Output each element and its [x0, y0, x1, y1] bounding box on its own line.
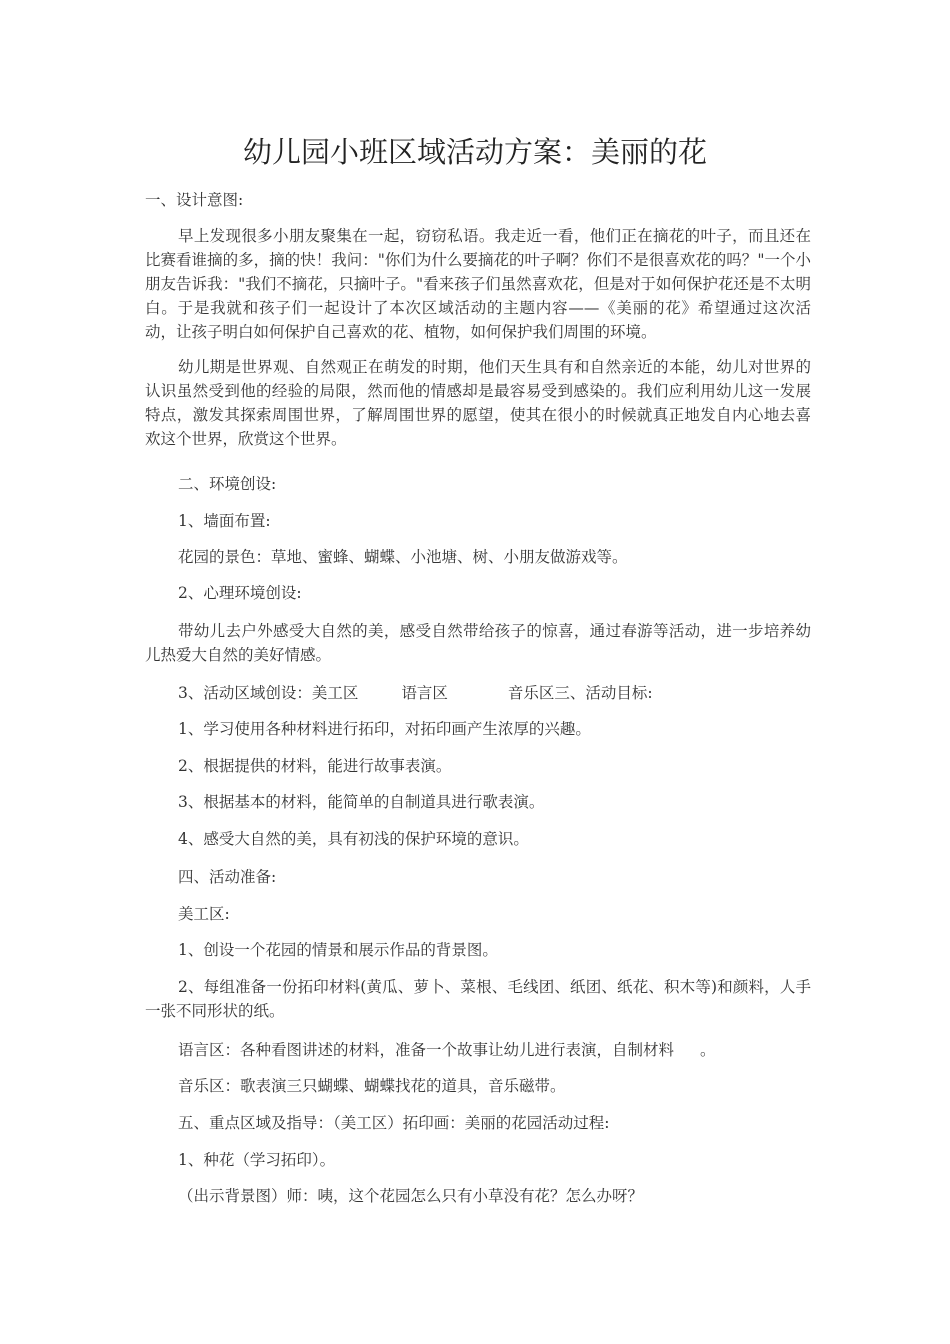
language-area-text: 语言区：各种看图讲述的材料，准备一个故事让幼儿进行表演，自制材料 — [178, 1041, 675, 1059]
activity-areas-music-and-goals-heading: 音乐区三、活动目标: — [507, 684, 653, 702]
paragraph-child-development: 幼儿期是世界观、自然观正在萌发的时期，他们天生具有和自然亲近的本能，幼儿对世界的认识虽然受到他的经验的局限，然而他的情感却是最容易受到感染的。我们应利用幼儿这一发展特点，激发其探索周围世界，了解周围世界的愿望，使其在很小的时候就真正地发自内心地去喜欢这个世界，欣赏这个世界。 — [145, 358, 811, 448]
goal-item: 2、根据提供的材料，能进行故事表演。 — [178, 757, 452, 775]
goal-item: 1、学习使用各种材料进行拓印，对拓印画产生浓厚的兴趣。 — [178, 720, 591, 738]
activity-areas-line — [178, 682, 653, 704]
wall-layout-content: 花园的景色：草地、蜜蜂、蝴蝶、小池塘、树、小朋友做游戏等。 — [178, 548, 628, 566]
goal-item: 4、感受大自然的美，具有初浅的保护环境的意识。 — [178, 830, 529, 848]
subheading-psychological-environment: 2、心理环境创设: — [178, 584, 302, 602]
subheading-wall-layout: 1、墙面布置: — [178, 512, 271, 530]
section-heading-preparation: 四、活动准备: — [178, 868, 277, 886]
section-heading-focus-area: 五、重点区域及指导：（美工区）拓印画：美丽的花园活动过程: — [178, 1114, 610, 1132]
goal-item: 3、根据基本的材料，能简单的自制道具进行歌表演。 — [178, 793, 545, 811]
paragraph-psychological-environment: 带幼儿去户外感受大自然的美，感受自然带给孩子的惊喜，通过春游等活动，进一步培养幼儿热爱大自然的美好情感。 — [145, 622, 811, 664]
subheading-art-area: 美工区: — [178, 905, 230, 923]
language-area-end: 。 — [700, 1041, 716, 1059]
paragraph-printing-materials: 2、每组准备一份拓印材料(黄瓜、萝卜、菜根、毛线团、纸团、纸花、积木等)和颜料，人手一张不同形状的纸。 — [145, 978, 811, 1020]
section-heading-design-intent: 一、设计意图: — [145, 191, 244, 209]
music-area-text: 音乐区：歌表演三只蝴蝶、蝴蝶找花的道具，音乐磁带。 — [178, 1077, 566, 1095]
activity-areas-language: 语言区 — [401, 684, 448, 702]
section-heading-environment: 二、环境创设: — [178, 475, 277, 493]
activity-areas-art: 3、活动区域创设：美工区 — [178, 684, 359, 702]
process-step: 1、种花（学习拓印）。 — [178, 1151, 336, 1169]
language-area-line — [178, 1039, 716, 1061]
preparation-item: 1、创设一个花园的情景和展示作品的背景图。 — [178, 941, 498, 959]
document-title: 幼儿园小班区域活动方案：美丽的花 — [242, 135, 707, 169]
process-step-dialog: （出示背景图）师：咦，这个花园怎么只有小草没有花？怎么办呀？ — [178, 1187, 644, 1205]
paragraph-design-intent: 早上发现很多小朋友聚集在一起，窃窃私语。我走近一看，他们正在摘花的叶子，而且还在比赛看谁摘的多，摘的快！我问："你们为什么要摘花的叶子啊？你们不是很喜欢花的吗？"一个小朋友告诉我："我们不摘花，只摘叶子。"看来孩子们虽然喜欢花，但是对于如何保护花还是不太明白。于是我就和孩子们一起设计了本次区域活动的主题内容——《美丽的花》希望通过这次活动，让孩子明白如何保护自己喜欢的花、植物，如何保护我们周围的环境。 — [145, 227, 811, 341]
